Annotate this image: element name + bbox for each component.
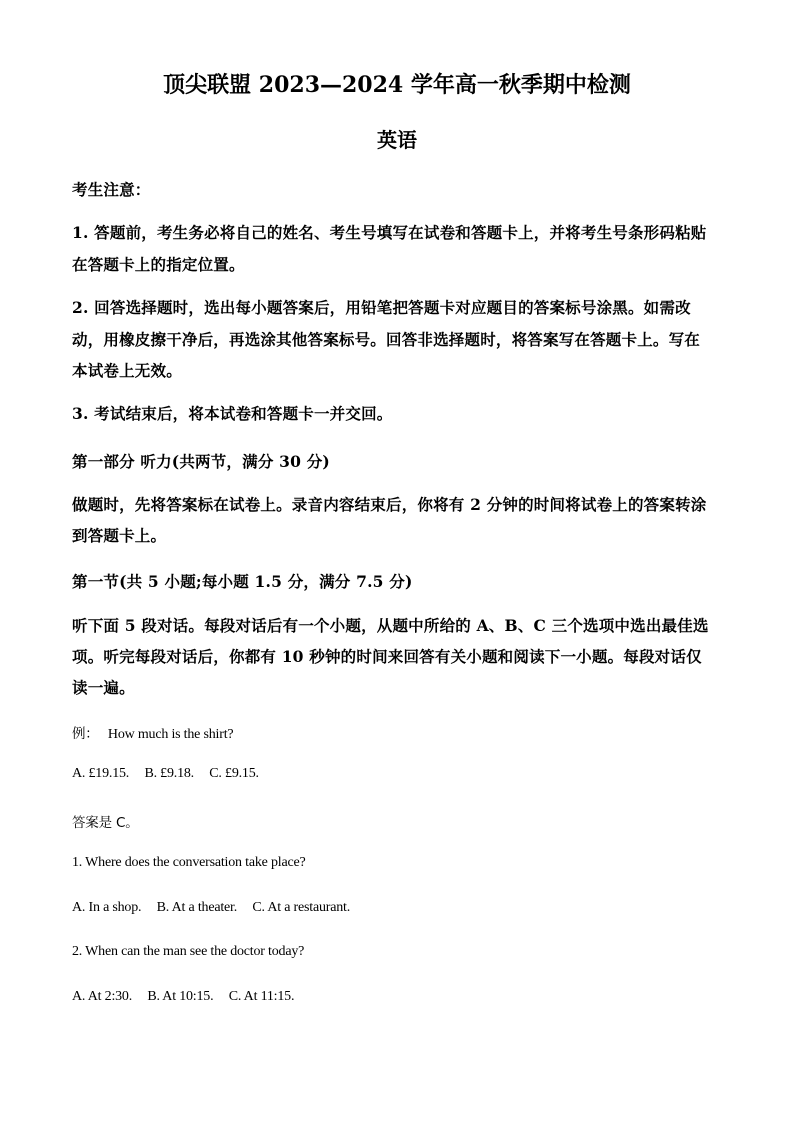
example-option-c: C. £9.15. [209,766,259,781]
notice-item-1-line-2: 在答题卡上的指定位置。 [72,255,245,274]
example-question-text: How much is the shirt? [107,727,234,742]
question-2-options [72,989,306,1005]
notice-item-2-line-3: 本试卷上无效。 [72,361,182,380]
example-option-b: B. £9.18. [144,766,194,781]
example-answer-text: 答案是 C。 [72,815,139,831]
exam-title: 顶尖联盟 2023—2024 学年高一秋季期中检测 [163,72,631,98]
notice-item-2-line-2: 动，用橡皮擦干净后，再选涂其他答案标号。回答非选择题时，将答案写在答题卡上。写在 [72,330,701,349]
question-2-option-c: C. At 11:15. [228,989,295,1004]
part1-heading: 第一部分 听力(共两节，满分 30 分) [72,452,330,471]
section1-intro-line-2: 项。听完每段对话后，你都有 10 秒钟的时间来回答有关小题和阅读下一小题。每段对话仅 [72,647,702,666]
question-2-option-a: A. At 2:30. [72,989,133,1004]
question-2-option-b: B. At 10:15. [147,989,214,1004]
example-label: 例： [72,726,99,742]
question-1: 1. Where does the conversation take place? [72,855,306,870]
example-question [72,722,233,743]
notice-heading: 考生注意： [72,180,151,199]
section1-heading: 第一节(共 5 小题;每小题 1.5 分，满分 7.5 分) [72,572,413,591]
question-1-option-b: B. At a theater. [156,900,238,915]
notice-item-3: 3. 考试结束后，将本试卷和答题卡一并交回。 [72,404,393,423]
part1-intro-line-1: 做题时，先将答案标在试卷上。录音内容结束后，你将有 2 分钟的时间将试卷上的答案转涂 [72,495,707,514]
example-option-a: A. £19.15. [72,766,130,781]
notice-item-2-line-1: 2. 回答选择题时，选出每小题答案后，用铅笔把答题卡对应题目的答案标号涂黑。如需改 [72,298,691,317]
question-2: 2. When can the man see the doctor today? [72,944,305,959]
section1-intro-line-3: 读一遍。 [72,678,135,697]
example-answer [72,811,139,832]
question-1-option-a: A. In a shop. [72,900,142,915]
section1-intro-line-1: 听下面 5 段对话。每段对话后有一个小题，从题中所给的 A、B、C 三个选项中选出最佳选 [72,616,709,635]
notice-item-1-line-1: 1. 答题前，考生务必将自己的姓名、考生号填写在试卷和答题卡上，并将考生号条形码粘贴 [72,223,707,242]
exam-subject: 英语 [377,128,417,152]
question-1-options [72,900,362,916]
example-options [72,766,271,782]
question-1-option-c: C. At a restaurant. [252,900,351,915]
part1-intro-line-2: 到答题卡上。 [72,526,167,545]
